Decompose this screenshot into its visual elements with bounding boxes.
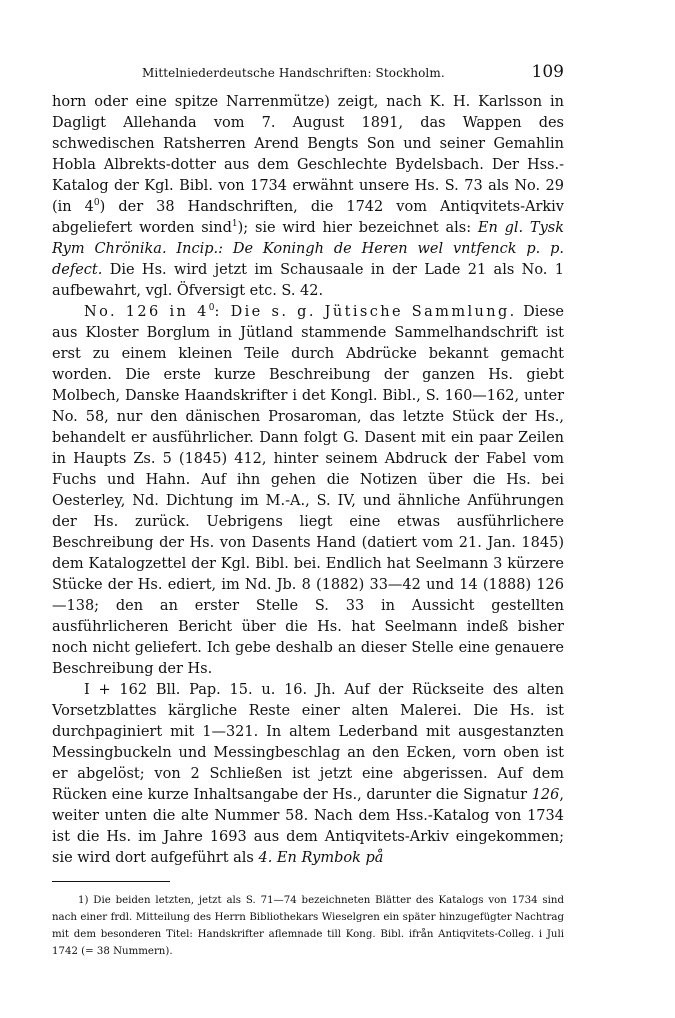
paragraph-2-text: Diese aus Kloster Borglum in Jütland stammende Sammelhandschrift ist erst zu einem kleinen Teile durch Abdrücke bekannt gemacht worden. Die erste kurze Beschreibung der ganzen Hs. giebt Molbech, Danske Haandskrifter i det Kongl. Bibl., S. 160—162, unter No. 58, nur den dänischen Prosaroman, das letzte Stück der Hs., behandelt er ausführlicher. Dann folgt G. Dasent mit ein paar Zeilen in Haupts Zs. 5 (1845) 412, hinter seinem Abdruck der Fabel vom Fuchs und Hahn. Auf ihn gehen die Notizen über die Hs. bei Oesterley, Nd. Dichtung im M.-A., S. IV, und ähnliche Anführungen der Hs. zurück. Uebrigens liegt eine etwas ausführlichere Beschreibung der Hs. von Dasents Hand (datiert vom 21. Jan. 1845) dem Katalogzettel der Kgl. Bibl. bei. Endlich hat Seelmann 3 kürzere Stücke der Hs. ediert, im Nd. Jb. 8 (1882) 33—42 und 14 (1888) 126—138; den an erster Stelle S. 33 in Aussicht gestellten ausführlicheren Bericht über die Hs. hat Seelmann indeß bisher noch nicht geliefert. Ich gebe deshalb an dieser Stelle eine genauere Beschreibung der Hs. <box>52 304 564 677</box>
degree-mark: 0 <box>93 198 100 209</box>
footnote-reference: 1 <box>231 219 238 230</box>
catalog-title: 4. En Rymbok på <box>258 850 384 866</box>
paragraph-3 <box>52 680 564 869</box>
book-page <box>52 62 564 960</box>
body-text <box>52 92 564 869</box>
paragraph-1-text-a: horn oder eine spitze Narrenmütze) zeigt, nach K. H. Karlsson in Dagligt Allehanda vom 7. August 1891, das Wappen des schwedischen Ratsherren Arend Bengts Son und seiner Gemahlin Hobla Albrekts-dotter aus dem Geschlechte Bydelsbach. Der Hss.-Katalog der Kgl. Bibl. von 1734 erwähnt unsere Hs. S. 73 als No. 29 (in 4 <box>52 94 564 215</box>
running-head: Mittelniederdeutsche Handschriften: Stockholm. <box>142 66 445 80</box>
manuscript-title: En gl. Tysk Rym Chrönika. Incip.: De Koningh de Heren wel vntfenck p. p. defect. <box>52 220 564 278</box>
paragraph-1 <box>52 92 564 302</box>
paragraph-3-text-b: , weiter unten die alte Nummer 58. Nach dem Hss.-Katalog von 1734 ist die Hs. im Jahre 1693 aus dem Antiqvitets-Arkiv eingekommen; sie wird dort aufgeführt als <box>52 787 564 866</box>
paragraph-1-text-d: Die Hs. wird jetzt im Schausaale in der Lade 21 als No. 1 aufbewahrt, vgl. Öfversigt etc. S. 42. <box>52 262 564 299</box>
degree-mark: 0 <box>208 303 215 314</box>
paragraph-1-text-c: ); sie wird hier bezeichnet als: <box>237 220 478 236</box>
section-heading-b: : Die s. g. Jütische Sammlung. <box>214 304 517 320</box>
page-header <box>52 62 564 86</box>
paragraph-3-text-a: I + 162 Bll. Pap. 15. u. 16. Jh. Auf der Rückseite des alten Vorsetzblattes kärgliche Reste einer alten Malerei. Die Hs. ist durchpaginiert mit 1—321. In altem Lederband mit ausgestanzten Messingbuckeln und Messingbeschlag an den Ecken, vorn oben ist er abgelöst; von 2 Schließen ist jetzt eine abgerissen. Auf dem Rücken eine kurze Inhaltsangabe der Hs., darunter die Signatur <box>52 682 564 803</box>
section-heading-a: No. 126 in 4 <box>84 304 209 320</box>
footnote-divider <box>52 881 170 882</box>
paragraph-2 <box>52 302 564 680</box>
page-number: 109 <box>531 62 564 82</box>
signature-number: 126 <box>531 787 560 803</box>
paragraph-1-text-b: ) der 38 Handschriften, die 1742 vom Antiqvitets-Arkiv abgeliefert worden sind <box>52 199 564 236</box>
footnote: 1) Die beiden letzten, jetzt als S. 71—74 bezeichneten Blätter des Katalogs von 1734 sind nach einer frdl. Mitteilung des Herrn Bibliothekars Wieselgren ein später hinzugefügter Nachtrag mit dem besonderen Titel: Handskrifter aflemnade till Kong. Bibl. ifrån Antiqvitets-Colleg. i Juli 1742 (= 38 Nummern). <box>52 895 564 957</box>
